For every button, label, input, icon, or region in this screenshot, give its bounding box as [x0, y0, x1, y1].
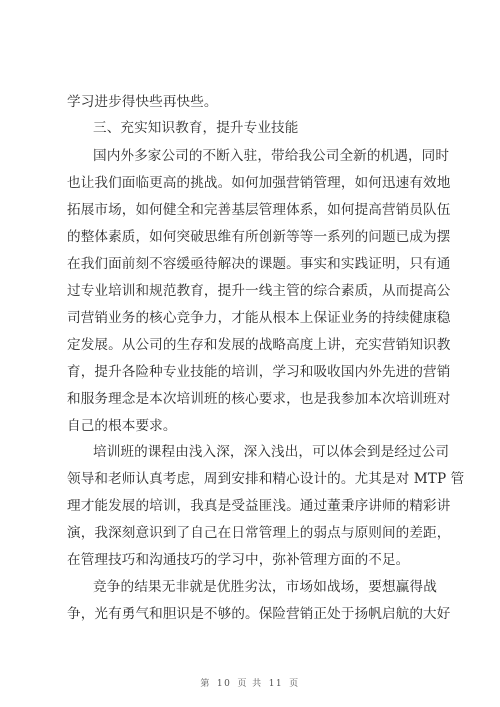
paragraph-1-line: 育，提升各险种专业技能的培训，学习和吸收国内外先进的营销 — [67, 364, 451, 380]
paragraph-2-line: 领导和老师认真考虑，周到安排和精心设计的。尤其是对 MTP 管 — [67, 471, 465, 487]
footer-prefix: 第 — [200, 679, 211, 689]
paragraph-1-line: 司营销业务的核心竞争力，才能从根本上保证业务的持续健康稳 — [67, 310, 451, 326]
footer-suffix: 页 — [289, 679, 300, 689]
paragraph-1-line: 在我们面前刻不容缓亟待解决的课题。事实和实践证明，只有通 — [67, 256, 451, 272]
paragraph-2-line: 演，我深刻意识到了自己在日常管理上的弱点与原则间的差距， — [67, 525, 451, 541]
paragraph-3-line: 竞争的结果无非就是优胜劣汰，市场如战场，要想赢得战 — [93, 579, 437, 595]
page-footer — [0, 676, 500, 689]
paragraph-1-line: 拓展市场，如何健全和完善基层管理体系，如何提高营销员队伍 — [67, 202, 451, 218]
paragraph-1-line: 也让我们面临更高的挑战。如何加强营销管理，如何迅速有效地 — [67, 175, 451, 191]
paragraph-1-line: 和服务理念是本次培训班的核心要求，也是我参加本次培训班对 — [67, 391, 451, 407]
paragraph-2-line: 理才能发展的培训，我真是受益匪浅。通过董秉序讲师的精彩讲 — [67, 498, 451, 514]
paragraph-tail: 学习进步得快些再快些。 — [67, 94, 218, 110]
paragraph-3-line: 争，光有勇气和胆识是不够的。保险营销正处于扬帆启航的大好 — [67, 606, 451, 622]
paragraph-1-line: 的整体素质，如何突破思维有所创新等等一系列的问题已成为摆 — [67, 229, 451, 245]
paragraph-1-line: 自己的根本要求。 — [67, 418, 177, 434]
paragraph-1-line: 过专业培训和规范教育，提升一线主管的综合素质，从而提高公 — [67, 283, 451, 299]
paragraph-2-line: 在管理技巧和沟通技巧的学习中，弥补管理方面的不足。 — [67, 552, 410, 568]
footer-total-pages: 11 — [268, 679, 284, 689]
paragraph-1-line: 定发展。从公司的生存和发展的战略高度上讲，充实营销知识教 — [67, 337, 451, 353]
footer-page-number: 10 — [216, 679, 232, 689]
paragraph-1-line: 国内外多家公司的不断入驻，带给我公司全新的机遇，同时 — [93, 148, 450, 164]
footer-middle: 页 共 — [237, 679, 263, 689]
paragraph-2-line: 培训班的课程由浅入深，深入浅出，可以体会到是经过公司 — [93, 444, 450, 460]
section-heading: 三、充实知识教育，提升专业技能 — [93, 120, 299, 136]
